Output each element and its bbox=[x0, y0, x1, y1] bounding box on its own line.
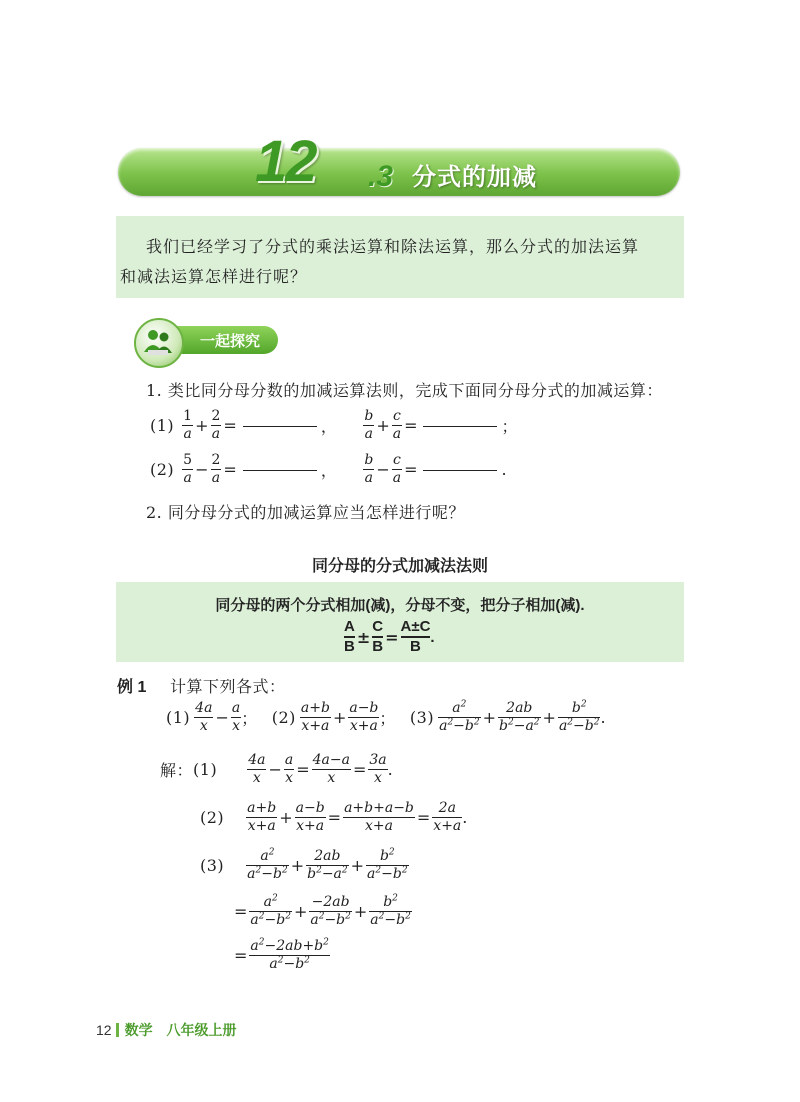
rule-text: 同分母的两个分式相加(减)，分母不变，把分子相加(减). bbox=[215, 597, 585, 614]
example-problems: (1) $\frac{4a}{x}$ − $\frac{a}{x}$ ； (2) $\frac{a+b}{x+a}$ + $\frac{a-b}{x+a}$ ； (3) $\frac{a^2}{a^2-b^2}$ + $\frac{2ab}{b^2-a^2}$ + $\frac{b^2}{a^2-b^2}$ . bbox=[166, 699, 607, 734]
solution-3-line-2: = $\frac{a^2}{a^2-b^2}$ + $\frac{-2ab}{a^2-b^2}$ + $\frac{b^2}{a^2-b^2}$ bbox=[234, 893, 411, 928]
q1-part1-label: (1) bbox=[150, 416, 175, 435]
section-number: 12 bbox=[255, 129, 316, 194]
intro-line-1: 我们已经学习了分式的乘法运算和除法运算，那么分式的加法运算 bbox=[146, 237, 640, 256]
solution-1: 解： (1) $\frac{4a}{x}$ − $\frac{a}{x}$ = $\frac{4a-a}{x}$ = $\frac{3a}{x}$ . bbox=[160, 752, 394, 786]
example-label: 例 1 bbox=[117, 679, 147, 696]
explore-label: 一起探究 bbox=[200, 333, 261, 350]
page-footer bbox=[96, 1020, 236, 1040]
footer-divider bbox=[116, 1023, 119, 1037]
people-icon bbox=[134, 318, 184, 368]
q1-part2-label: (2) bbox=[150, 460, 175, 479]
section-banner bbox=[118, 148, 680, 196]
answer-blank[interactable] bbox=[423, 469, 497, 471]
solution-2: (2) $\frac{a+b}{x+a}$ + $\frac{a-b}{x+a}$ = $\frac{a+b+a-b}{x+a}$ = $\frac{2a}{x+a}$ . bbox=[200, 800, 468, 834]
question-1: 1. 类比同分母分数的加减运算法则，完成下面同分母分式的加减运算： bbox=[146, 381, 663, 400]
rule-title: 同分母的分式加减法法则 bbox=[311, 558, 488, 575]
answer-blank[interactable] bbox=[423, 425, 497, 427]
rule-box bbox=[116, 582, 684, 662]
solution-label: 解： bbox=[160, 761, 194, 780]
section-title: 分式的加减 bbox=[412, 164, 537, 191]
question-2: 2. 同分母分式的加减运算应当怎样进行呢？ bbox=[146, 503, 465, 522]
answer-blank[interactable] bbox=[243, 469, 317, 471]
rule-formula: A B ± $\frac{C}{B}$ = $\frac{A\pm C}{B}$ . bbox=[344, 618, 435, 655]
answer-blank[interactable] bbox=[243, 425, 317, 427]
q1-row-2: (2) $\frac{5}{a}$ − $\frac{2}{a}$ = ， $\frac{b}{a}$ − $\frac{c}{a}$ = . bbox=[150, 452, 508, 486]
example-text: 计算下列各式： bbox=[170, 677, 286, 696]
intro-box bbox=[116, 216, 684, 298]
page-number: 12 bbox=[96, 1022, 112, 1038]
intro-line-2: 和减法运算怎样进行呢？ bbox=[120, 267, 308, 286]
q1-row-1: (1) $\frac{1}{a}$ + $\frac{2}{a}$ = ， $\frac{b}{a}$ + $\frac{c}{a}$ = ； bbox=[150, 408, 518, 442]
footer-subject: 数学 bbox=[124, 1022, 153, 1038]
solution-3-line-1: (3) $\frac{a^2}{a^2-b^2}$ + $\frac{2ab}{b^2-a^2}$ + $\frac{b^2}{a^2-b^2}$ bbox=[200, 847, 408, 882]
footer-book: 八年级上册 bbox=[166, 1022, 237, 1038]
section-sub-number: .3 bbox=[368, 160, 394, 193]
solution-3-line-3: = $\frac{a^2-2ab+b^2}{a^2-b^2}$ bbox=[234, 937, 329, 972]
